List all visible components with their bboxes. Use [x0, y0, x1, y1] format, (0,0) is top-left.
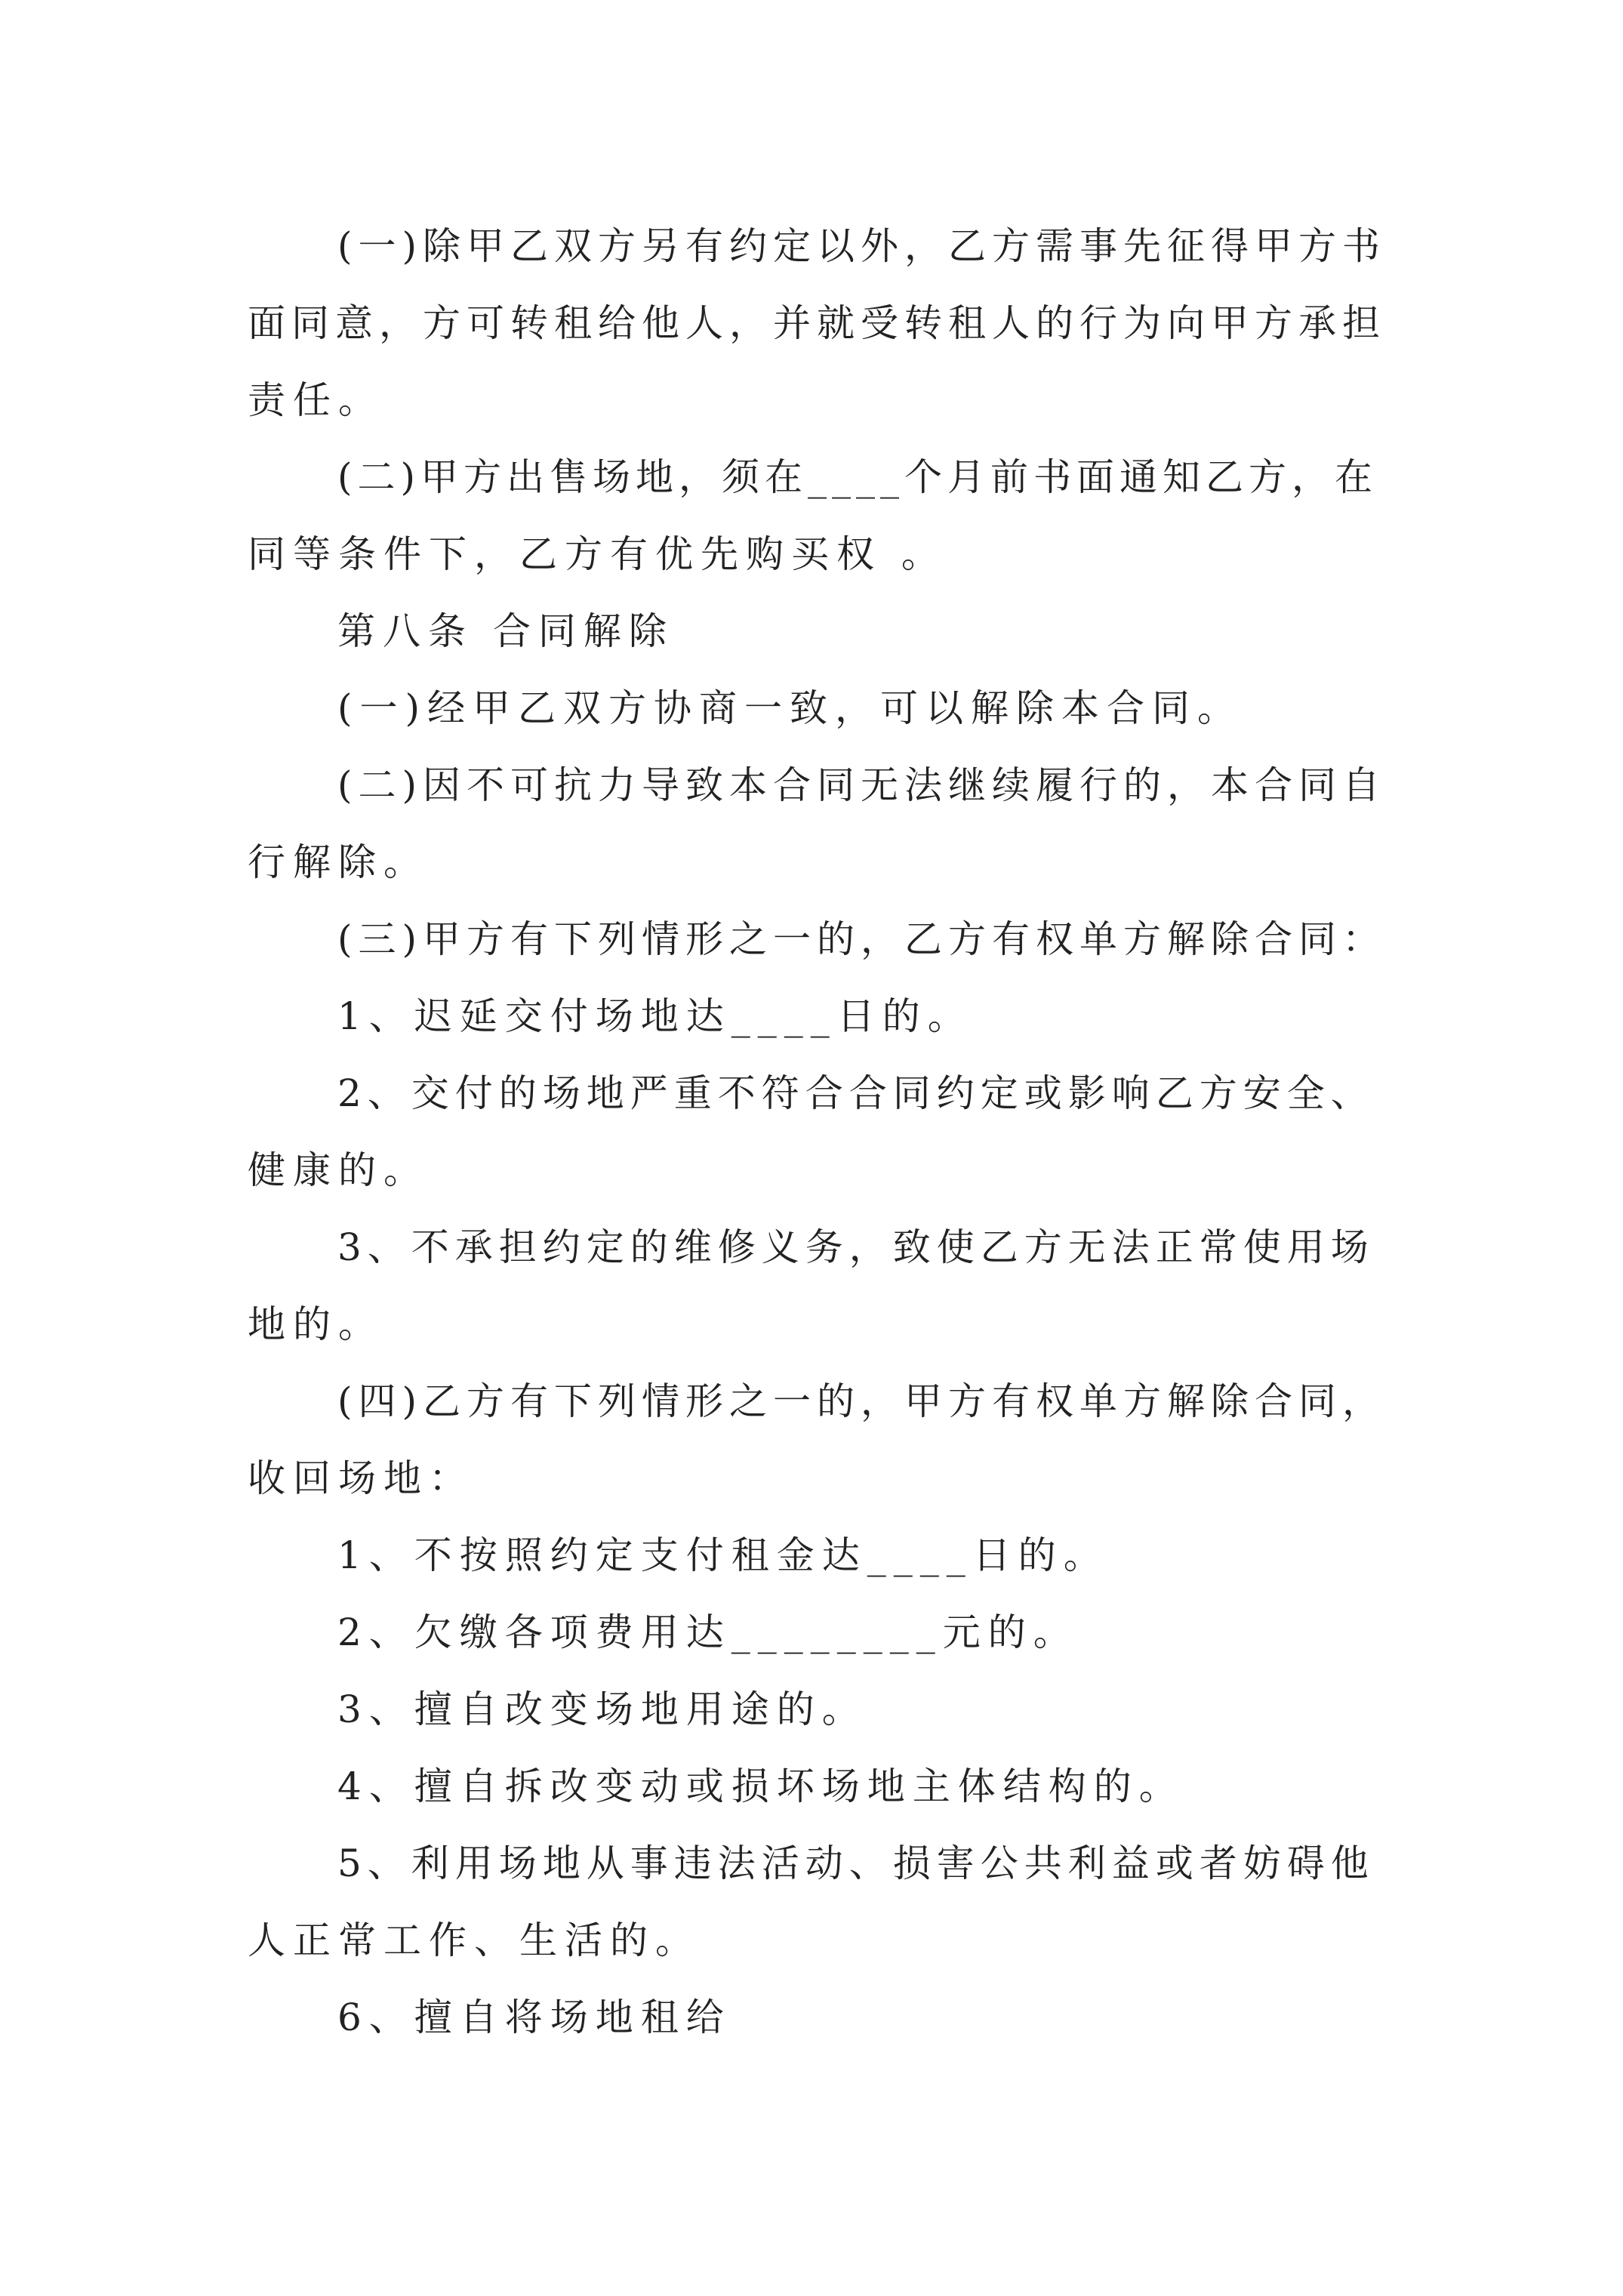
- text-line: 6、擅自将场地租给: [337, 1996, 731, 2039]
- text-line: 健康的。: [248, 1148, 429, 1192]
- text-line: 1、不按照约定支付租金达____日的。: [337, 1533, 1109, 1577]
- text-line: (三)甲方有下列情形之一的，乙方有权单方解除合同：: [337, 917, 1387, 961]
- text-line: 4、擅自拆改变动或损坏场地主体结构的。: [337, 1764, 1184, 1808]
- text-line: 3、擅自改变场地用途的。: [337, 1687, 867, 1731]
- text-line: 3、不承担约定的维修义务，致使乙方无法正常使用场: [337, 1225, 1375, 1269]
- text-line: (一)除甲乙双方另有约定以外，乙方需事先征得甲方书: [337, 224, 1387, 268]
- text-line: (二)甲方出售场地，须在____个月前书面通知乙方，在: [337, 455, 1378, 499]
- text-line: (二)因不可抗力导致本合同无法继续履行的，本合同自: [337, 763, 1387, 807]
- text-line: 面同意，方可转租给他人，并就受转租人的行为向甲方承担: [248, 301, 1386, 345]
- text-line: 2、欠缴各项费用达________元的。: [337, 1610, 1079, 1654]
- text-line: 1、迟延交付场地达____日的。: [337, 994, 973, 1038]
- text-line: (一)经甲乙双方协商一致，可以解除本合同。: [337, 686, 1243, 730]
- text-line: 人正常工作、生活的。: [248, 1918, 701, 1962]
- text-line: 收回场地：: [248, 1456, 474, 1500]
- text-line: 同等条件下，乙方有优先购买权 。: [248, 532, 947, 576]
- text-line: 2、交付的场地严重不符合合同约定或影响乙方安全、: [337, 1071, 1375, 1115]
- text-line: (四)乙方有下列情形之一的，甲方有权单方解除合同，: [337, 1379, 1387, 1423]
- text-line: 地的。: [248, 1302, 383, 1346]
- text-line: 责任。: [248, 378, 383, 422]
- section-heading: 第八条 合同解除: [337, 609, 674, 653]
- text-line: 行解除。: [248, 840, 429, 884]
- text-line: 5、利用场地从事违法活动、损害公共利益或者妨碍他: [337, 1841, 1375, 1885]
